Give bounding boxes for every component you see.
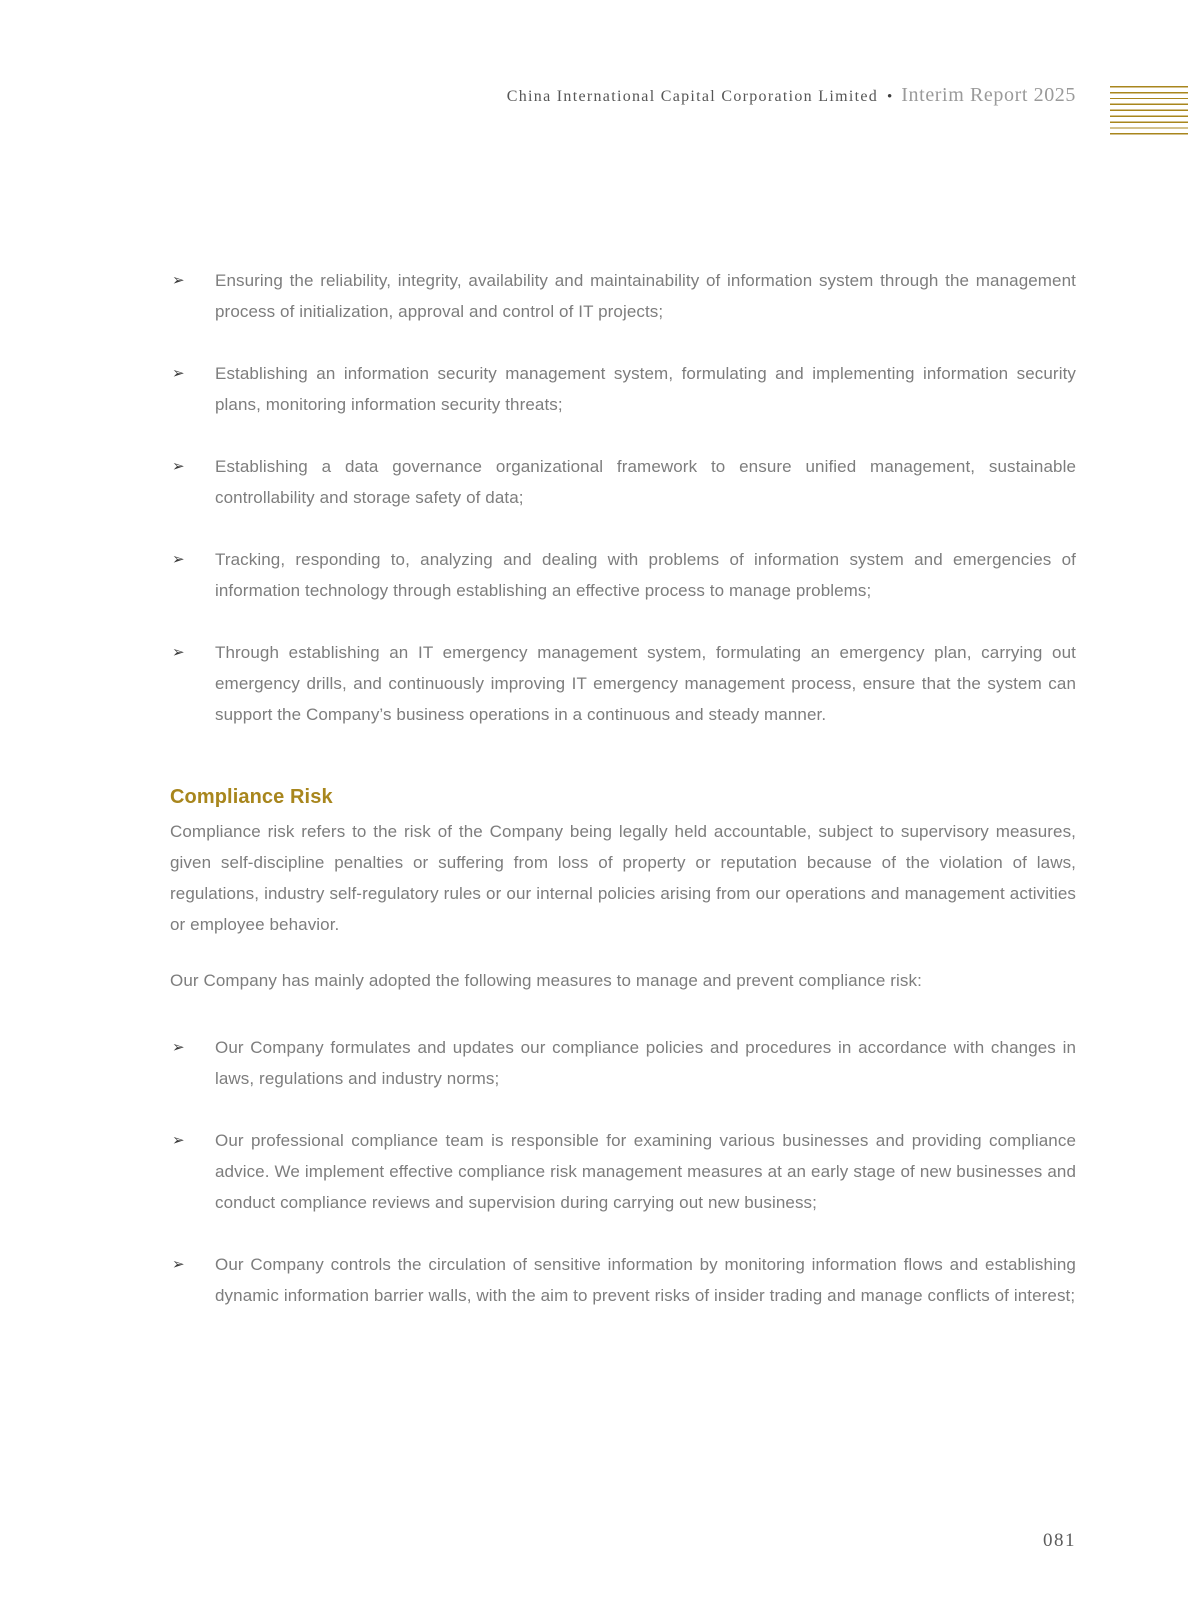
arrow-bullet-icon: ➢ (172, 1038, 185, 1056)
arrow-bullet-icon: ➢ (172, 1255, 185, 1273)
arrow-bullet-icon: ➢ (172, 1131, 185, 1149)
list-item-text: Ensuring the reliability, integrity, availability and maintainability of information system through the management process of initialization, approval and control of IT projects; (215, 271, 1076, 321)
list-item-text: Through establishing an IT emergency management system, formulating an emergency plan, carrying out emergency drills, and continuously improving IT emergency management process, ensure that the system can support the Company’s business operations in a continuous and steady manner. (215, 643, 1076, 724)
paragraph: Compliance risk refers to the risk of the Company being legally held accountable, subject to supervisory measures, given self-discipline penalties or suffering from loss of property or reputation because of the violation of laws, regulations, industry self-regulatory rules or our internal policies arising from our operations and management activities or employee behavior. (170, 822, 1076, 934)
gold-stripes-decoration (1110, 86, 1188, 138)
list-item-text: Tracking, responding to, analyzing and dealing with problems of information system and emergencies of information technology through establishing an effective process to manage problems; (215, 550, 1076, 600)
paragraph: Our Company has mainly adopted the following measures to manage and prevent compliance risk: (170, 971, 922, 990)
arrow-bullet-icon: ➢ (172, 643, 185, 661)
compliance-measures-list (170, 1032, 1076, 1311)
list-item (170, 1032, 1076, 1094)
header-separator: • (887, 89, 893, 105)
arrow-bullet-icon: ➢ (172, 364, 185, 382)
list-item (170, 451, 1076, 513)
it-measures-list (170, 265, 1076, 730)
page-body (170, 265, 1076, 1311)
company-name: China International Capital Corporation Limited (506, 88, 879, 105)
report-title: Interim Report 2025 (901, 84, 1076, 106)
list-item-text: Establishing an information security management system, formulating and implementing information security plans, monitoring information security threats; (215, 364, 1076, 414)
list-item (170, 358, 1076, 420)
arrow-bullet-icon: ➢ (172, 271, 185, 289)
list-item (170, 1249, 1076, 1311)
list-item-text: Our Company formulates and updates our compliance policies and procedures in accordance with changes in laws, regulations and industry norms; (215, 1038, 1076, 1088)
list-item-text: Our Company controls the circulation of sensitive information by monitoring information flows and establishing dynamic information barrier walls, with the aim to prevent risks of insider trading and manage conflicts of interest; (215, 1255, 1076, 1305)
section-heading: Compliance Risk (170, 786, 333, 808)
list-item-text: Establishing a data governance organizational framework to ensure unified management, sustainable controllability and storage safety of data; (215, 457, 1076, 507)
arrow-bullet-icon: ➢ (172, 550, 185, 568)
page-header (507, 84, 1076, 108)
list-item (170, 637, 1076, 730)
list-item (170, 1125, 1076, 1218)
list-item (170, 265, 1076, 327)
list-item-text: Our professional compliance team is responsible for examining various businesses and providing compliance advice. We implement effective compliance risk management measures at an early stage of new businesses and conduct compliance reviews and supervision during carrying out new business; (215, 1131, 1076, 1212)
arrow-bullet-icon: ➢ (172, 457, 185, 475)
page-number: 081 (1043, 1530, 1076, 1551)
list-item (170, 544, 1076, 606)
